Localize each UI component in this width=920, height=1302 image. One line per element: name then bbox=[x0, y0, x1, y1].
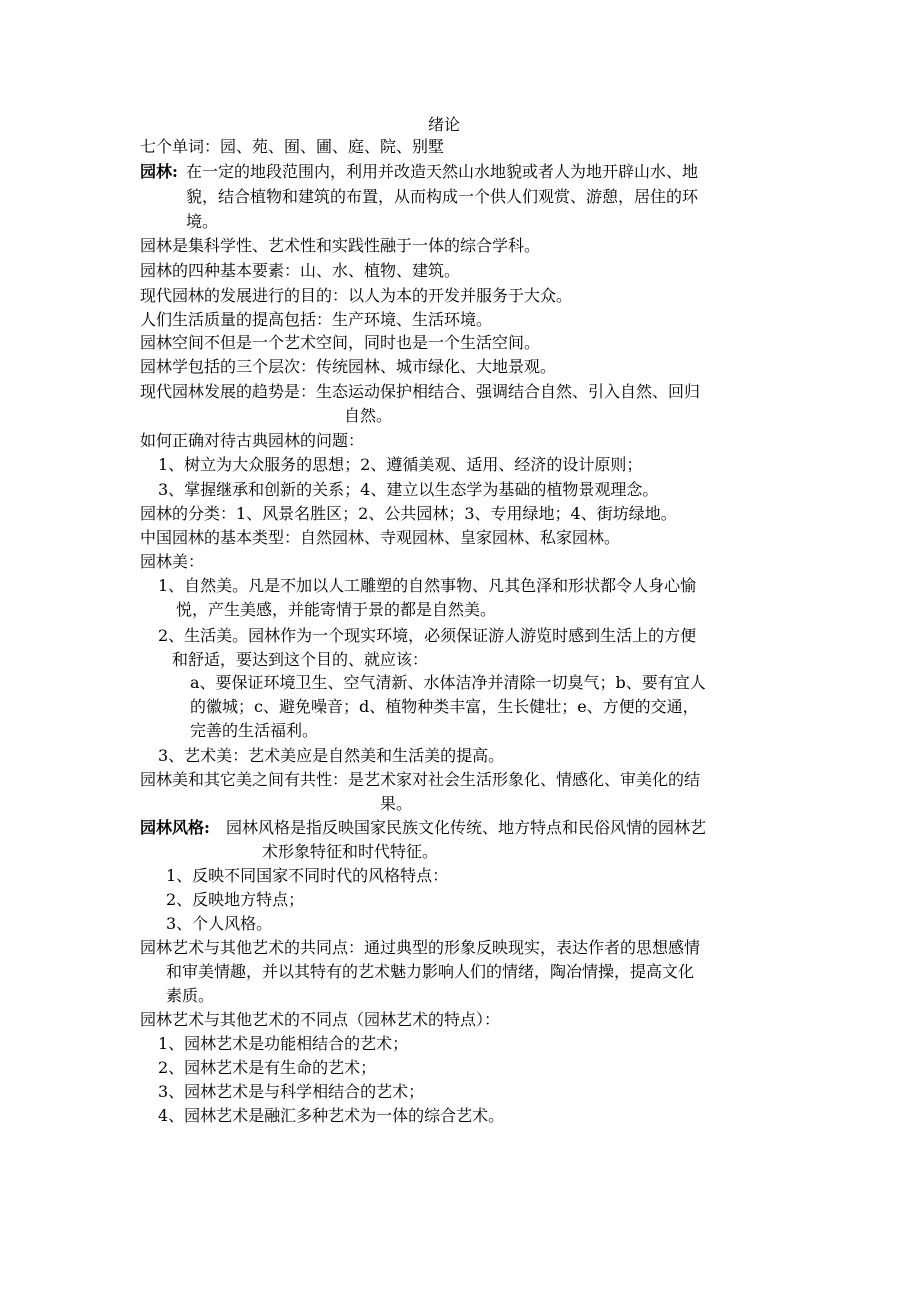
text-line: 貌，结合植物和建筑的布置，从而构成一个供人们观赏、游憩，居住的环 bbox=[186, 187, 699, 206]
text-line: 的徽城；c、避免噪音；d、植物种类丰富，生长健壮；e、方便的交通， bbox=[190, 697, 699, 716]
text-line: 果。 bbox=[380, 794, 413, 813]
text-line: 1、园林艺术是功能相结合的艺术； bbox=[158, 1034, 409, 1053]
text-line: 3、艺术美：艺术美应是自然美和生活美的提高。 bbox=[158, 746, 505, 765]
text-line: 术形象特征和时代特征。 bbox=[262, 842, 439, 861]
text-line: 园林风格是指反映国家民族文化传统、地方特点和民俗风情的园林艺 bbox=[226, 818, 707, 837]
text-line: 在一定的地段范围内，利用并改造天然山水地貌或者人为地开辟山水、地 bbox=[186, 162, 699, 181]
text-line: 园林是集科学性、艺术性和实践性融于一体的综合学科。 bbox=[140, 236, 541, 255]
text-line: 中国园林的基本类型：自然园林、寺观园林、皇家园林、私家园林。 bbox=[140, 528, 621, 547]
text-line: 园林空间不但是一个艺术空间，同时也是一个生活空间。 bbox=[140, 333, 541, 352]
text-line: 2、园林艺术是有生命的艺术； bbox=[158, 1058, 377, 1077]
text-line: 园林学包括的三个层次：传统园林、城市绿化、大地景观。 bbox=[140, 357, 557, 376]
text-line: 1、自然美。凡是不加以人工雕塑的自然事物、凡其色泽和形状都令人身心愉 bbox=[158, 576, 697, 595]
text-line: 3、个人风格。 bbox=[166, 914, 273, 933]
text-line: 境。 bbox=[186, 212, 219, 231]
text-line: 园林艺术与其他艺术的共同点：通过典型的形象反映现实，表达作者的思想感情 bbox=[140, 938, 701, 957]
term-yuanlin: 园林: bbox=[140, 162, 178, 181]
text-line: 素质。 bbox=[166, 986, 215, 1005]
text-line: 悦，产生美感，并能寄情于景的都是自然美。 bbox=[176, 600, 497, 619]
text-line: 2、反映地方特点； bbox=[166, 890, 305, 909]
text-line: 自然。 bbox=[344, 406, 393, 425]
text-line: 2、生活美。园林作为一个现实环境，必须保证游人游览时感到生活上的方便 bbox=[158, 626, 697, 645]
text-line: 七个单词：园、苑、囿、圃、庭、院、别墅 bbox=[140, 137, 445, 156]
page-title: 绪论 bbox=[428, 115, 461, 134]
text-line: 园林艺术与其他艺术的不同点（园林艺术的特点）： bbox=[140, 1010, 501, 1029]
text-line: 人们生活质量的提高包括：生产环境、生活环境。 bbox=[140, 310, 493, 329]
text-line: 现代园林的发展进行的目的：以人为本的开发并服务于大众。 bbox=[140, 286, 573, 305]
text-line: 3、掌握继承和创新的关系；4、建立以生态学为基础的植物景观理念。 bbox=[158, 480, 659, 499]
text-line: 1、树立为大众服务的思想；2、遵循美观、适用、经济的设计原则； bbox=[158, 455, 643, 474]
text-line: 3、园林艺术是与科学相结合的艺术； bbox=[158, 1082, 425, 1101]
text-line: a、要保证环境卫生、空气清新、水体洁净并清除一切臭气；b、要有宜人 bbox=[190, 673, 706, 692]
text-line: 园林美： bbox=[140, 552, 205, 571]
text-line: 4、园林艺术是融汇多种艺术为一体的综合艺术。 bbox=[158, 1106, 505, 1125]
text-line: 园林的四种基本要素：山、水、植物、建筑。 bbox=[140, 261, 461, 280]
text-line: 园林的分类：1、风景名胜区；2、公共园林；3、专用绿地；4、街坊绿地。 bbox=[140, 504, 677, 523]
text-line: 现代园林发展的趋势是：生态运动保护相结合、强调结合自然、引入自然、回归 bbox=[140, 382, 701, 401]
text-line: 1、反映不同国家不同时代的风格特点： bbox=[166, 866, 449, 885]
text-line: 如何正确对待古典园林的问题： bbox=[140, 431, 365, 450]
text-line: 和审美情趣，并以其特有的艺术魅力影响人们的情绪，陶冶情操，提高文化 bbox=[166, 962, 695, 981]
text-line: 园林美和其它美之间有共性：是艺术家对社会生活形象化、情感化、审美化的结 bbox=[140, 770, 701, 789]
text-line: 完善的生活福利。 bbox=[190, 721, 319, 740]
text-line: 和舒适，要达到这个目的、就应该： bbox=[172, 650, 429, 669]
term-fengge: 园林风格: bbox=[140, 818, 210, 837]
